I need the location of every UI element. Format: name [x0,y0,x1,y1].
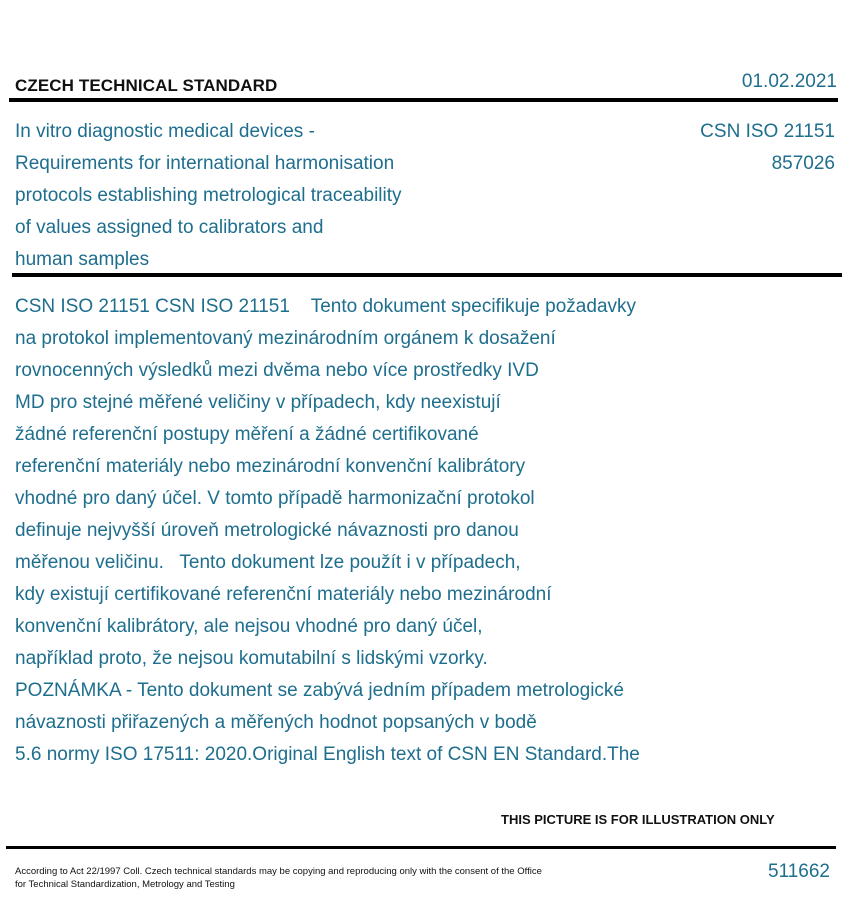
abstract-line: na protokol implementovaný mezinárodním orgánem k dosažení [15,328,556,349]
title-line: In vitro diagnostic medical devices - [15,121,315,142]
title-line: protocols establishing metrological traceability [15,185,402,206]
legal-line: for Technical Standardization, Metrology and Testing [15,879,235,890]
footer-divider [6,846,836,849]
legal-line: According to Act 22/1997 Coll. Czech technical standards may be copying and reproducing only with the consent of the Office [15,866,542,877]
illustration-disclaimer: THIS PICTURE IS FOR ILLUSTRATION ONLY [501,812,775,827]
abstract-line: MD pro stejné měřené veličiny v případech, kdy neexistují [15,392,501,413]
abstract-line: návaznosti přiřazených a měřených hodnot popsaných v bodě [15,712,537,733]
abstract-line: CSN ISO 21151 CSN ISO 21151 Tento dokument specifikuje požadavky [15,296,637,317]
abstract-line: konvenční kalibrátory, ale nejsou vhodné pro daný účel, [15,616,483,637]
publication-date: 01.02.2021 [741,71,837,92]
title-line: Requirements for international harmonisation [15,153,395,174]
standard-identifiers [700,116,835,180]
abstract-line: referenční materiály nebo mezinárodní konvenční kalibrátory [15,456,526,477]
title-line: of values assigned to calibrators and [15,217,324,238]
abstract-line: vhodné pro daný účel. V tomto případě harmonizační protokol [15,488,535,509]
standard-abstract [15,291,640,771]
abstract-line: měřenou veličinu. Tento dokument lze použít i v případech, [15,552,521,573]
abstract-line: POZNÁMKA - Tento dokument se zabývá jedním případem metrologické [15,680,624,701]
header-divider [9,98,838,102]
abstract-line: 5.6 normy ISO 17511: 2020.Original English text of CSN EN Standard.The [15,744,640,765]
classification-code: 857026 [771,153,835,174]
title-divider [12,273,842,277]
title-line: human samples [15,249,150,270]
abstract-line: rovnocenných výsledků mezi dvěma nebo více prostředky IVD [15,360,539,381]
document-code: 511662 [768,861,830,882]
legal-notice [15,865,595,891]
abstract-line: kdy existují certifikované referenční materiály nebo mezinárodní [15,584,552,605]
abstract-line: například proto, že nejsou komutabilní s lidskými vzorky. [15,648,488,669]
document-type-label: CZECH TECHNICAL STANDARD [15,76,278,95]
standard-title [15,116,402,276]
abstract-line: žádné referenční postupy měření a žádné certifikované [15,424,479,445]
abstract-line: definuje nejvyšší úroveň metrologické návaznosti pro danou [15,520,519,541]
standard-number: CSN ISO 21151 [700,121,835,142]
